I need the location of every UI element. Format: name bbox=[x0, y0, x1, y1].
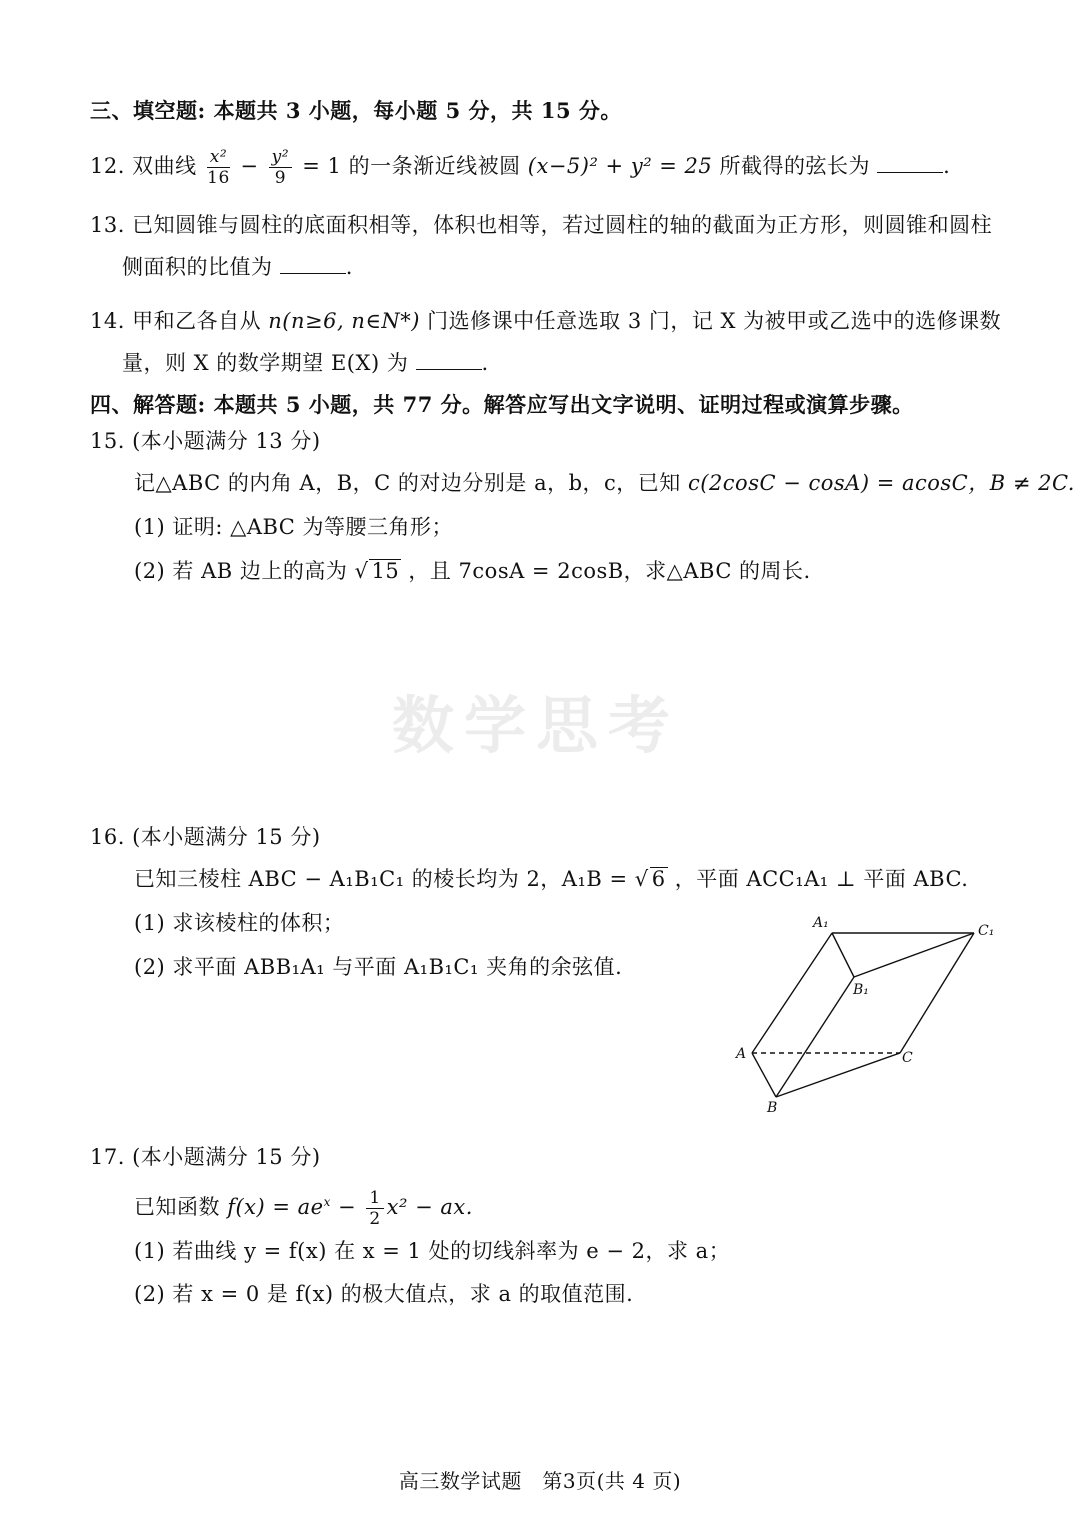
q16-radicand: 6 bbox=[651, 867, 666, 891]
q12-frac2-numerator: y² bbox=[269, 147, 292, 168]
q15-part-2 bbox=[134, 556, 811, 586]
q13-text-line-1: 已知圆锥与圆柱的底面积相等，体积也相等，若过圆柱的轴的截面为正方形，则圆锥和圆柱 bbox=[132, 213, 993, 237]
q15-stem-text: 记△ABC 的内角 A，B，C 的对边分别是 a，b，c，已知 bbox=[134, 471, 681, 495]
sqrt-symbol: √ bbox=[354, 559, 369, 583]
q16-stem-text-a: 已知三棱柱 ABC − A₁B₁C₁ 的棱长均为 2，A₁B = bbox=[134, 867, 628, 891]
q15-part-2-text-a: (2) 若 AB 边上的高为 bbox=[134, 559, 348, 583]
q16-part-1: (1) 求该棱柱的体积； bbox=[134, 911, 345, 935]
edge-A1-B1 bbox=[832, 933, 854, 977]
q17-fraction-one-half bbox=[366, 1188, 383, 1229]
edge-B1-C1 bbox=[854, 933, 974, 977]
label-A1: A₁ bbox=[813, 915, 829, 931]
q17-exponent: x bbox=[323, 1195, 331, 1209]
edge-A-B bbox=[752, 1053, 776, 1097]
q15-header: 15. (本小题满分 13 分) bbox=[90, 429, 321, 453]
q17-stem bbox=[134, 1188, 473, 1229]
q15-stem-equation: c(2cosC − cosA) = acosC，B ≠ 2C. bbox=[687, 471, 1075, 495]
watermark: 数学思考 bbox=[392, 689, 681, 762]
q12-text-3: 所截得的弦长为 bbox=[719, 154, 870, 178]
label-B: B bbox=[767, 1100, 778, 1116]
question-13-line-2 bbox=[122, 252, 353, 282]
q12-minus: − bbox=[240, 154, 259, 178]
section-3-heading: 三、填空题: 本题共 3 小题，每小题 5 分，共 15 分。 bbox=[90, 98, 622, 123]
q13-period: . bbox=[345, 255, 353, 279]
label-C1: C₁ bbox=[978, 923, 995, 939]
q12-number: 12. bbox=[90, 154, 125, 178]
q15-stem bbox=[134, 468, 1075, 498]
q14-text-1b: 门选修课中任意选取 3 门，记 X 为被甲或乙选中的选修课数 bbox=[427, 309, 1002, 333]
question-13-line-1 bbox=[90, 210, 992, 240]
q17-stem-text: 已知函数 bbox=[134, 1195, 220, 1219]
q16-part-2: (2) 求平面 ABB₁A₁ 与平面 A₁B₁C₁ 夹角的余弦值. bbox=[134, 955, 623, 979]
question-14-line-2 bbox=[122, 348, 489, 378]
q15-part-1: (1) 证明: △ABC 为等腰三角形； bbox=[134, 515, 454, 539]
q13-number: 13. bbox=[90, 213, 125, 237]
q12-period: . bbox=[943, 154, 951, 178]
q15-part-2-text-b: ，且 7cosA = 2cosB，求△ABC 的周长. bbox=[408, 559, 811, 583]
q17-part-1: (1) 若曲线 y = f(x) 在 x = 1 处的切线斜率为 e − 2，求 a； bbox=[134, 1239, 731, 1263]
q12-frac2-denominator: 9 bbox=[274, 168, 287, 188]
q12-frac1-denominator: 16 bbox=[207, 168, 230, 188]
edge-C-C1 bbox=[900, 933, 974, 1053]
prism-figure bbox=[720, 905, 1020, 1120]
q17-function-rhs: x² − ax. bbox=[386, 1195, 473, 1219]
q17-part-2: (2) 若 x = 0 是 f(x) 的极大值点，求 a 的取值范围. bbox=[134, 1282, 634, 1306]
q14-condition: n(n≥6, n∈N*) bbox=[268, 309, 420, 333]
label-C: C bbox=[902, 1050, 913, 1066]
q16-stem bbox=[134, 864, 969, 894]
q17-half-numerator: 1 bbox=[366, 1188, 383, 1209]
sqrt-symbol: √ bbox=[634, 867, 649, 891]
q13-text-line-2: 侧面积的比值为 bbox=[122, 255, 273, 279]
q17-half-denominator: 2 bbox=[369, 1209, 381, 1229]
edge-B-B1 bbox=[776, 977, 854, 1097]
q17-function-lhs: f(x) = ae bbox=[227, 1195, 324, 1219]
page-footer: 高三数学试题 第3页(共 4 页) bbox=[398, 1469, 682, 1493]
edge-B-C bbox=[776, 1053, 900, 1097]
q12-text-2: = 1 的一条渐近线被圆 bbox=[302, 154, 521, 178]
q14-text-line-2: 量，则 X 的数学期望 E(X) 为 bbox=[122, 351, 409, 375]
label-B1: B₁ bbox=[853, 982, 869, 998]
q17-header: 17. (本小题满分 15 分) bbox=[90, 1145, 321, 1169]
section-4-heading: 四、解答题: 本题共 5 小题，共 77 分。解答应写出文字说明、证明过程或演算步骤。 bbox=[90, 392, 914, 417]
q12-text-1: 双曲线 bbox=[132, 154, 197, 178]
label-A: A bbox=[736, 1046, 747, 1062]
q14-number: 14. bbox=[90, 309, 125, 333]
q12-circle-equation: (x−5)² + y² = 25 bbox=[527, 154, 713, 178]
q16-header: 16. (本小题满分 15 分) bbox=[90, 825, 321, 849]
q12-fraction-y2-9 bbox=[269, 147, 292, 188]
question-12 bbox=[90, 147, 950, 188]
q14-period: . bbox=[481, 351, 489, 375]
q16-stem-text-b: ，平面 ACC₁A₁ ⊥ 平面 ABC. bbox=[674, 867, 969, 891]
edge-A-A1 bbox=[752, 933, 832, 1053]
q14-answer-blank[interactable] bbox=[416, 349, 482, 370]
q15-radicand: 15 bbox=[371, 559, 400, 583]
q17-minus: − bbox=[330, 1195, 364, 1219]
q12-fraction-x2-16 bbox=[207, 147, 230, 188]
q14-text-1a: 甲和乙各自从 bbox=[132, 309, 262, 333]
q13-answer-blank[interactable] bbox=[280, 253, 346, 274]
q12-answer-blank[interactable] bbox=[877, 152, 943, 173]
q12-frac1-numerator: x² bbox=[207, 147, 230, 168]
question-14-line-1 bbox=[90, 306, 1001, 336]
